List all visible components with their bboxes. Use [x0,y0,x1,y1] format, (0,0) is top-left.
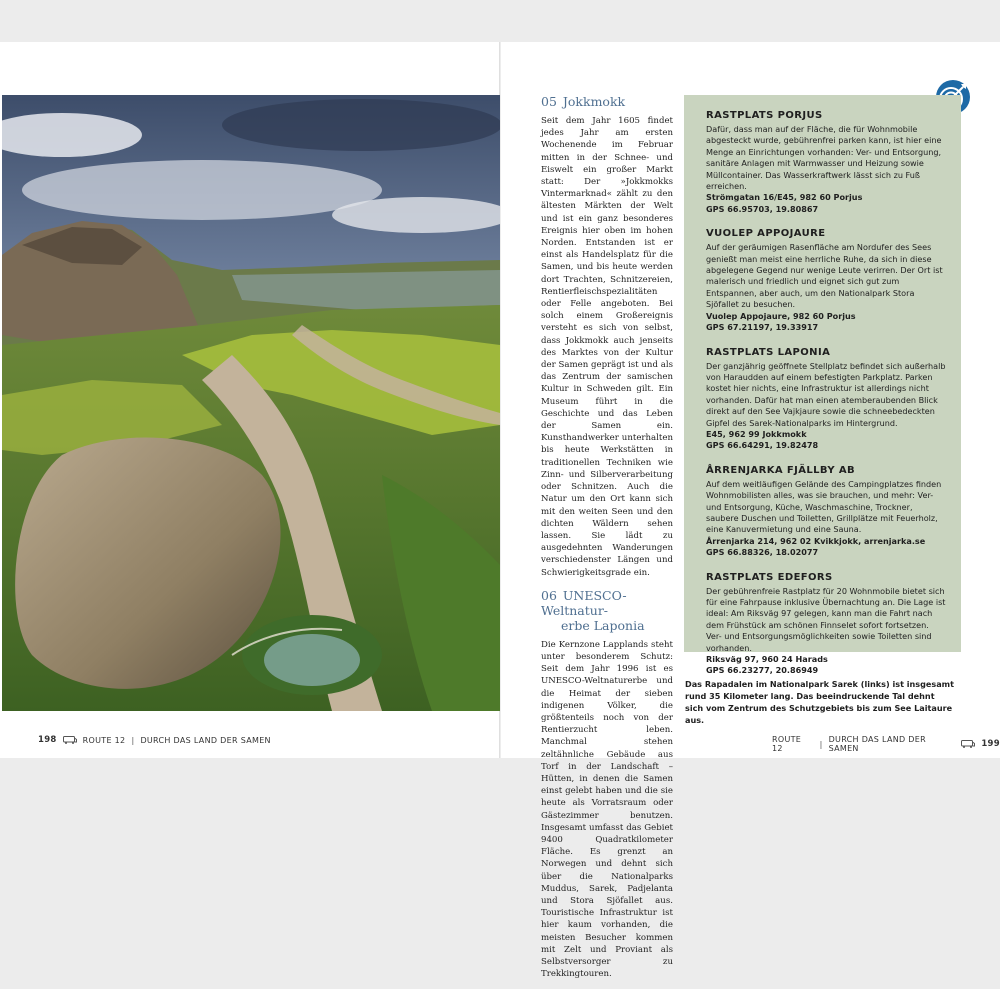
campsite-gps: GPS 66.95703, 19.80867 [706,203,819,214]
campsite-text: Dafür, dass man auf der Fläche, die für Wohnmobile abgesteckt wurde, gebührenfrei parken kann, ist hier eine Menge an Einrichtungen vorhanden: Ver- und Entsorgung, sanitäre Anlagen mit Warmwasser und Heizung sowie Müllcontainer. Das Wasserkraftwerk lässt sich zu Fuß erreichen. [706,124,942,192]
section-number: 06 [541,587,557,603]
campsite-title: RASTPLATS PORJUS [706,110,823,121]
laponia-paragraph: Die Kernzone Lapplands steht unter besonderem Schutz: Seit dem Jahr 1996 ist es UNESCO-Weltnaturerbe und die Heimat der sieben indigenen Völker, die größtenteils noch von der Rentierzucht leben. Manchmal stehen zeltähnliche Gebäude aus Torf in der Landschaft – Hütten, in denen die Samen einst gelebt haben und die sie heute als Vorratsraum oder Gästezimmer benutzen. Insgesamt umfasst das Gebiet 9400 Quadratkilometer Fläche. Es grenzt an Norwegen und dehnt sich über die Nationalparks Muddus, Sarek, Padjelanta und Stora Sjöfallet aus. Touristische Infrastruktur ist hier kaum vorhanden, die meisten Besucher kommen mit Zelt und Proviant als Selbstversorger zu Trekkingtouren. [541,639,673,980]
campsite-entry [706,464,947,559]
route-label: ROUTE 12 [82,735,126,745]
section-label: DURCH DAS LAND DER SAMEN [140,735,271,745]
section-heading-jokkmokk [541,94,673,109]
footer-separator: | [819,739,823,749]
campsite-text: Auf der geräumigen Rasenfläche am Nordufer des Sees genießt man meist eine herrliche Ruhe, da sich in diese abgelegene Gegend nur wenige Leute verirren. Der Ort ist malerisch und friedlich und eignet sich gut zum Entspannen, aber auch, um den Nationalpark Stora Sjöfallet zu besuchen. [706,242,943,310]
book-spread [0,42,1000,980]
campsite-text: Der ganzjährig geöffnete Stellplatz befindet sich außerhalb von Haraudden auf einem befestigten Parkplatz. Parken kostet hier nichts, eine Infrastruktur ist allerdings nicht vorhanden. Dafür hat man einen atemberaubenden Blick direkt auf den See Vajkjaure sowie die schneebedeckten Gipfel des Sarek-Nationalparks im Hintergrund. [706,360,946,428]
rapadalen-photo [2,95,500,711]
camper-van-icon [961,740,975,748]
campsite-text: Auf dem weitläufigen Gelände des Campingplatzes finden Wohnmobilisten alles, was sie brauchen, und mehr: Ver- und Entsorgung, Küche, Waschmaschine, Trockner, saubere Duschen und Toiletten, Grillplätze mit Feuerholz, eine Kanuvermietung und eine Sauna. [706,478,942,535]
section-label: DURCH DAS LAND DER SAMEN [828,735,926,753]
campsite-title: VUOLEP APPOJAURE [706,228,826,240]
route-label: ROUTE 12 [772,735,802,753]
footer-left [38,735,271,745]
section-heading-laponia [541,588,673,633]
page-number-left: 198 [38,735,57,745]
campsite-entry [706,227,947,333]
footer-right [772,735,1000,753]
campsite-text: Der gebührenfreie Rastplatz für 20 Wohnmobile bietet sich für eine Fahrpause inklusive Übernachtung an. Die Lage ist ideal: Am Riksväg 97 gelegen, kann man die Fahrt nach dem Frühstück am schönen Finnselet sofort fortsetzen. Ver- und Entsorgungsmöglichkeiten sowie Toiletten sind vorhanden. [706,585,946,653]
campsite-address: E45, 962 99 Jokkmokk [706,428,807,439]
section-title-line1: UNESCO-Weltnatur- [541,587,627,618]
campsite-gps: GPS 66.23277, 20.86949 [706,665,819,676]
campsite-entry [706,571,947,677]
campsite-address: Vuolep Appojaure, 982 60 Porjus [706,310,856,321]
campsite-address: Strömgatan 16/E45, 982 60 Porjus [706,192,863,203]
campsite-entry [706,346,947,452]
campsite-address: Riksväg 97, 960 24 Harads [706,654,828,665]
photo-caption: Das Rapadalen im Nationalpark Sarek (links) ist insgesamt rund 35 Kilometer lang. Das beeindruckende Tal dehnt sich vom Zentrum des Schutzgebiets bis zum See Laitaure aus. [685,679,954,725]
page-number-right: 199 [981,739,1000,749]
section-title-line2: erbe Laponia [561,617,645,633]
campsite-gps: GPS 66.88326, 18.02077 [706,547,819,558]
section-number: 05 [541,94,557,109]
campsite-address: Årrenjarka 214, 962 02 Kvikkjokk, arrenjarka.se [706,535,926,546]
footer-separator: | [131,735,135,745]
landscape-illustration [2,95,500,711]
campsite-title: RASTPLATS EDEFORS [706,571,833,583]
campsite-entry [706,109,947,215]
jokkmokk-paragraph: Seit dem Jahr 1605 findet jedes Jahr am ersten Wochenende im Februar mitten in der Schnee- und Eiswelt ein großer Markt statt: Der »Jokkmokks Vintermarknad« zählt zu den ältesten Märkten der Welt und ist ein ganz besonderes Ereignis hier oben im hohen Norden. Entstanden ist er einst als Handelsplatz für die Samen, und bis heute werden dort Trachten, Schnitzereien, Rentierfleischspezialitäten oder Felle angeboten. Bei solch einem Großereignis versteht es sich von selbst, dass Jokkmokk auch jenseits des Marktes von der Kultur der Samen geprägt ist und als das Zentrum der samischen Kultur in Schweden gilt. Ein Museum führt in die Geschichte und das Leben der Samen ein. Kunsthandwerker unterhalten bis heute Werkstätten in traditionellen Techniken wie Zinn- und Silberverarbeitung oder Schnitzen. Auch die Natur um den Ort kann sich mit den weiten Seen und den dichten Wäldern sehen lassen. Sie lädt zu ausgedehnten Wanderungen verschiedenster Längen und Schwierigkeitsgrade ein. [541,116,673,578]
text-column [541,94,673,989]
campsite-gps: GPS 67.21197, 19.33917 [706,322,819,333]
camper-van-icon [63,736,77,744]
campsite-gps: GPS 66.64291, 19.82478 [706,440,819,451]
campsite-title: RASTPLATS LAPONIA [706,346,831,358]
section-title: Jokkmokk [562,94,626,109]
campsite-title: ÅRRENJARKA FJÄLLBY AB [706,464,856,476]
campsite-infobox [684,95,961,676]
